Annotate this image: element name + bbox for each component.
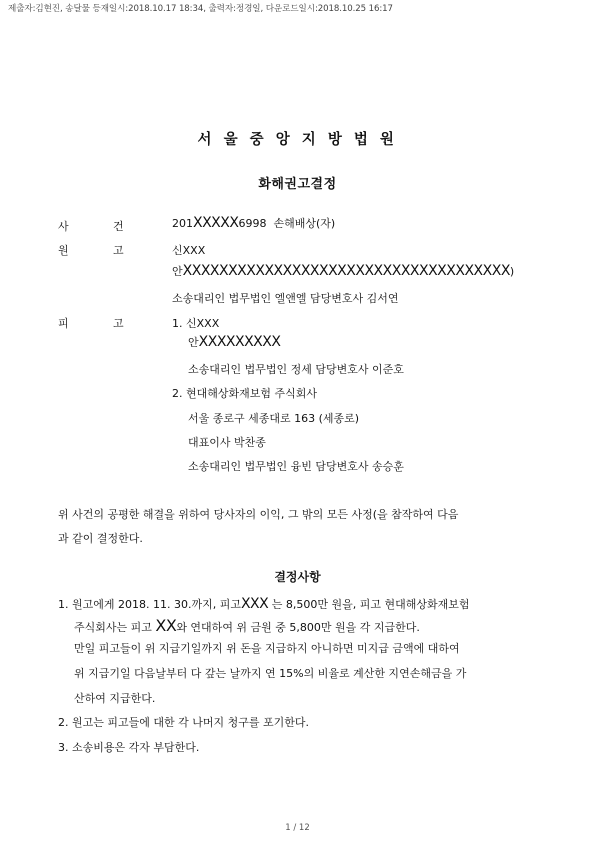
decision-2: 2. 원고는 피고들에 대한 각 나머지 청구를 포기한다.: [58, 716, 309, 729]
defendant-1-address-prefix: 안: [188, 336, 199, 349]
plaintiff-label-1: 원: [58, 244, 69, 257]
decision-1-line-3: 만일 피고들이 위 지급기일까지 위 돈을 지급하지 아니하면 미지급 금액에 대하여: [74, 642, 460, 655]
page-number: 1 / 12: [285, 823, 310, 833]
decision-1-line-2-a: 주식회사는 피고: [74, 621, 152, 634]
decision-title: 결정사항: [274, 570, 321, 584]
defendant-1: [172, 315, 219, 331]
plaintiff-label-2: 고: [113, 244, 124, 257]
case-label-1: 사: [58, 220, 69, 233]
defendant-1-name: 신XXX: [186, 317, 220, 330]
plaintiff-address-suffix: ): [509, 265, 515, 278]
defendant-1-address-mask: XXXXXXXXX: [198, 334, 281, 350]
case-name: 손해배상(자): [273, 217, 336, 230]
defendant-1-number: 1.: [172, 317, 183, 330]
decision-1-line-5: 산하여 지급한다.: [74, 692, 156, 705]
plaintiff-address-prefix: 안: [172, 265, 183, 278]
defendant-label-1: 피: [58, 317, 69, 330]
case-number-suffix: 6998: [238, 217, 267, 230]
decision-1-line-2-b: 와 연대하여 위 금원 중 5,800만 원을 각 지급한다.: [176, 621, 420, 634]
defendant-1-address: [188, 334, 280, 350]
decision-1-line-1-mask: XXX: [240, 596, 269, 612]
decision-1-line-2-mask: XX: [155, 616, 177, 635]
decision-3: 3. 소송비용은 각자 부담한다.: [58, 741, 200, 754]
intro-line-1: 위 사건의 공평한 해결을 위하여 당사자의 이익, 그 밖의 모든 사정(을 참작하여 다음: [58, 508, 459, 521]
defendant-2-name: 현대해상화재보험 주식회사: [186, 387, 318, 400]
decision-1-line-1-a: 1. 원고에게 2018. 11. 30.까지, 피고: [58, 598, 241, 611]
plaintiff-address: [172, 263, 514, 279]
defendant-2-counsel: 소송대리인 법무법인 융빈 담당변호사 송승훈: [188, 460, 404, 473]
case-label-2: 건: [113, 220, 124, 233]
decision-1-line-2: [74, 616, 420, 635]
defendant-2-address: 서울 종로구 세종대로 163 (세종로): [188, 412, 360, 425]
court-name: 서 울 중 앙 지 방 법 원: [197, 132, 398, 148]
plaintiff-counsel: 소송대리인 법무법인 엘앤엘 담당변호사 김서연: [172, 292, 399, 305]
plaintiff-name: 신XXX: [172, 244, 206, 257]
download-info-header: 제출자:김현진, 송달물 등재일시:2018.10.17 18:34, 출력자:정경일, 다운로드일시:2018.10.25 16:17: [8, 4, 393, 14]
defendant-2-number: 2.: [172, 387, 183, 400]
defendant-1-counsel: 소송대리인 법무법인 정세 담당변호사 이준호: [188, 363, 404, 376]
case-number: [172, 215, 335, 231]
case-number-prefix: 201: [172, 217, 193, 230]
defendant-2: [172, 385, 317, 401]
defendant-label-2: 고: [113, 317, 124, 330]
intro-line-2: 과 같이 결정한다.: [58, 532, 143, 545]
case-number-mask: XXXXX: [193, 215, 239, 231]
plaintiff-address-mask: XXXXXXXXXXXXXXXXXXXXXXXXXXXXXXXXXXXX: [182, 263, 510, 279]
defendant-2-representative: 대표이사 박찬종: [188, 436, 266, 449]
decision-1-line-4: 위 지급기일 다음날부터 다 갚는 날까지 연 15%의 비율로 계산한 지연손해금을 가: [74, 667, 467, 680]
decision-1-line-1: [58, 596, 470, 612]
document-title: 화해권고결정: [258, 177, 337, 192]
decision-1-line-1-b: 는 8,500만 원을, 피고 현대해상화재보험: [271, 598, 470, 611]
